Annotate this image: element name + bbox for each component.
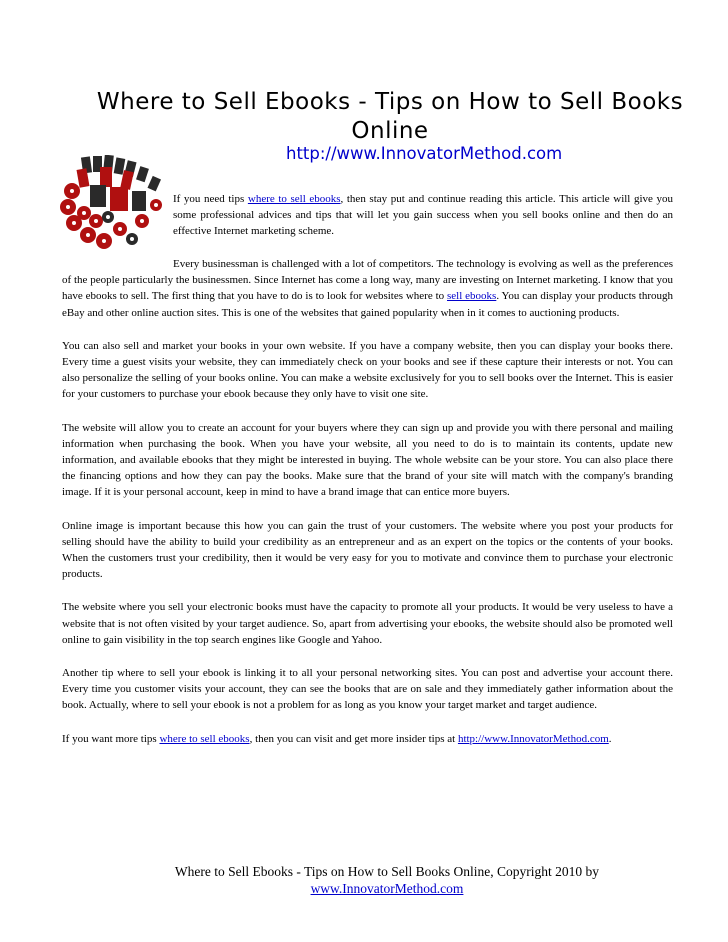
p7-text-mid: , then you can visit and get more insider tips at [249, 732, 458, 745]
article-body [62, 256, 673, 764]
site-url-link[interactable]: http://www.InnovatorMethod.com [286, 144, 563, 163]
innovator-method-link[interactable]: http://www.InnovatorMethod.com [457, 732, 609, 745]
p1-text-before: Every businessman is challenged with a lot of competitors. The technology is evolving as well as the preferences of the people particularly the businessmen. Since Internet has come a long way, many are investing on Internet marketing. I know that you have ebooks to sell. The first thing that you have to do is to look for websites where to [62, 258, 673, 303]
p7-text-before: If you want more tips [62, 732, 160, 745]
page-footer [62, 863, 712, 897]
ebook-bundle-image [60, 155, 168, 250]
where-to-sell-ebooks-link-2[interactable]: where to sell ebooks [159, 732, 250, 745]
paragraph-4: Online image is important because this how you can gain the trust of your customers. The website where you post your products for selling should have the ability to build your credibility as an entrepreneur and as an expert on the topics or the contents of your books. When the customers trust your credibility, then it would be very easy for you to motivate and convince them to purchase your electronic products. [62, 519, 673, 581]
footer-copyright: Where to Sell Ebooks - Tips on How to Sell Books Online, Copyright 2010 by [174, 864, 600, 879]
paragraph-6: Another tip where to sell your ebook is linking it to all your personal networking sites. You can post and advertise your account there. Every time you customer visits your account, they can see the books that are on sale and they immediately gather information about the book. Actually, where to sell your ebook is not a problem for as long as you know your target market and target audience. [62, 667, 673, 712]
intro-text-after: , then stay put and continue reading this article. This article will give you some professional advices and tips that will let you gain success when you sell books online and then do an effective Internet marketing scheme. [173, 193, 673, 238]
paragraph-7 [62, 731, 673, 747]
sell-ebooks-link[interactable]: sell ebooks [447, 290, 497, 303]
paragraph-5: The website where you sell your electronic books must have the capacity to promote all your products. It would be very useless to have a website that is not often visited by your target audience. So, apart from advertising your ebooks, the website should also be promoted well online to gain visibility in the top search engines like Google and Yahoo. [62, 601, 673, 646]
where-to-sell-ebooks-link[interactable]: where to sell ebooks [247, 193, 341, 205]
page-title: Where to Sell Ebooks - Tips on How to Sell Books Online [96, 89, 684, 144]
footer-site-link[interactable]: www.InnovatorMethod.com [310, 881, 464, 896]
intro-text-before: If you need tips [173, 193, 248, 205]
paragraph-1 [62, 256, 673, 321]
p1-text-after: . You can display your products through eBay and other online auction sites. This is one of the websites that gained popularity when in it comes to auctioning products. [62, 290, 673, 319]
paragraph-3: The website will allow you to create an account for your buyers where they can sign up and provide you with there personal and mailing information when purchasing the book. When you have your website, all you need to do is to maintain its contents, update new information, and available ebooks that they might be interested in buying. The whole website can be your store. You can also place there the financing options and how they can pay the books. Make sure that the brand of your site will match with the company's branding image. If it is your personal account, keep in mind to have a brand image that can entice more buyers. [62, 421, 673, 499]
paragraph-2: You can also sell and market your books in your own website. If you have a company website, then you can display your books there. Every time a guest visits your website, they can immediately check on your books and see if these capture their interests or not. You can also personalize the selling of your books online. You can make a website exclusively for you to sell books over the Internet. This is easier for your customers to purchase your ebook because they only have to visit one site. [62, 339, 673, 401]
intro-paragraph [173, 191, 673, 240]
p7-text-after: . [608, 732, 612, 745]
